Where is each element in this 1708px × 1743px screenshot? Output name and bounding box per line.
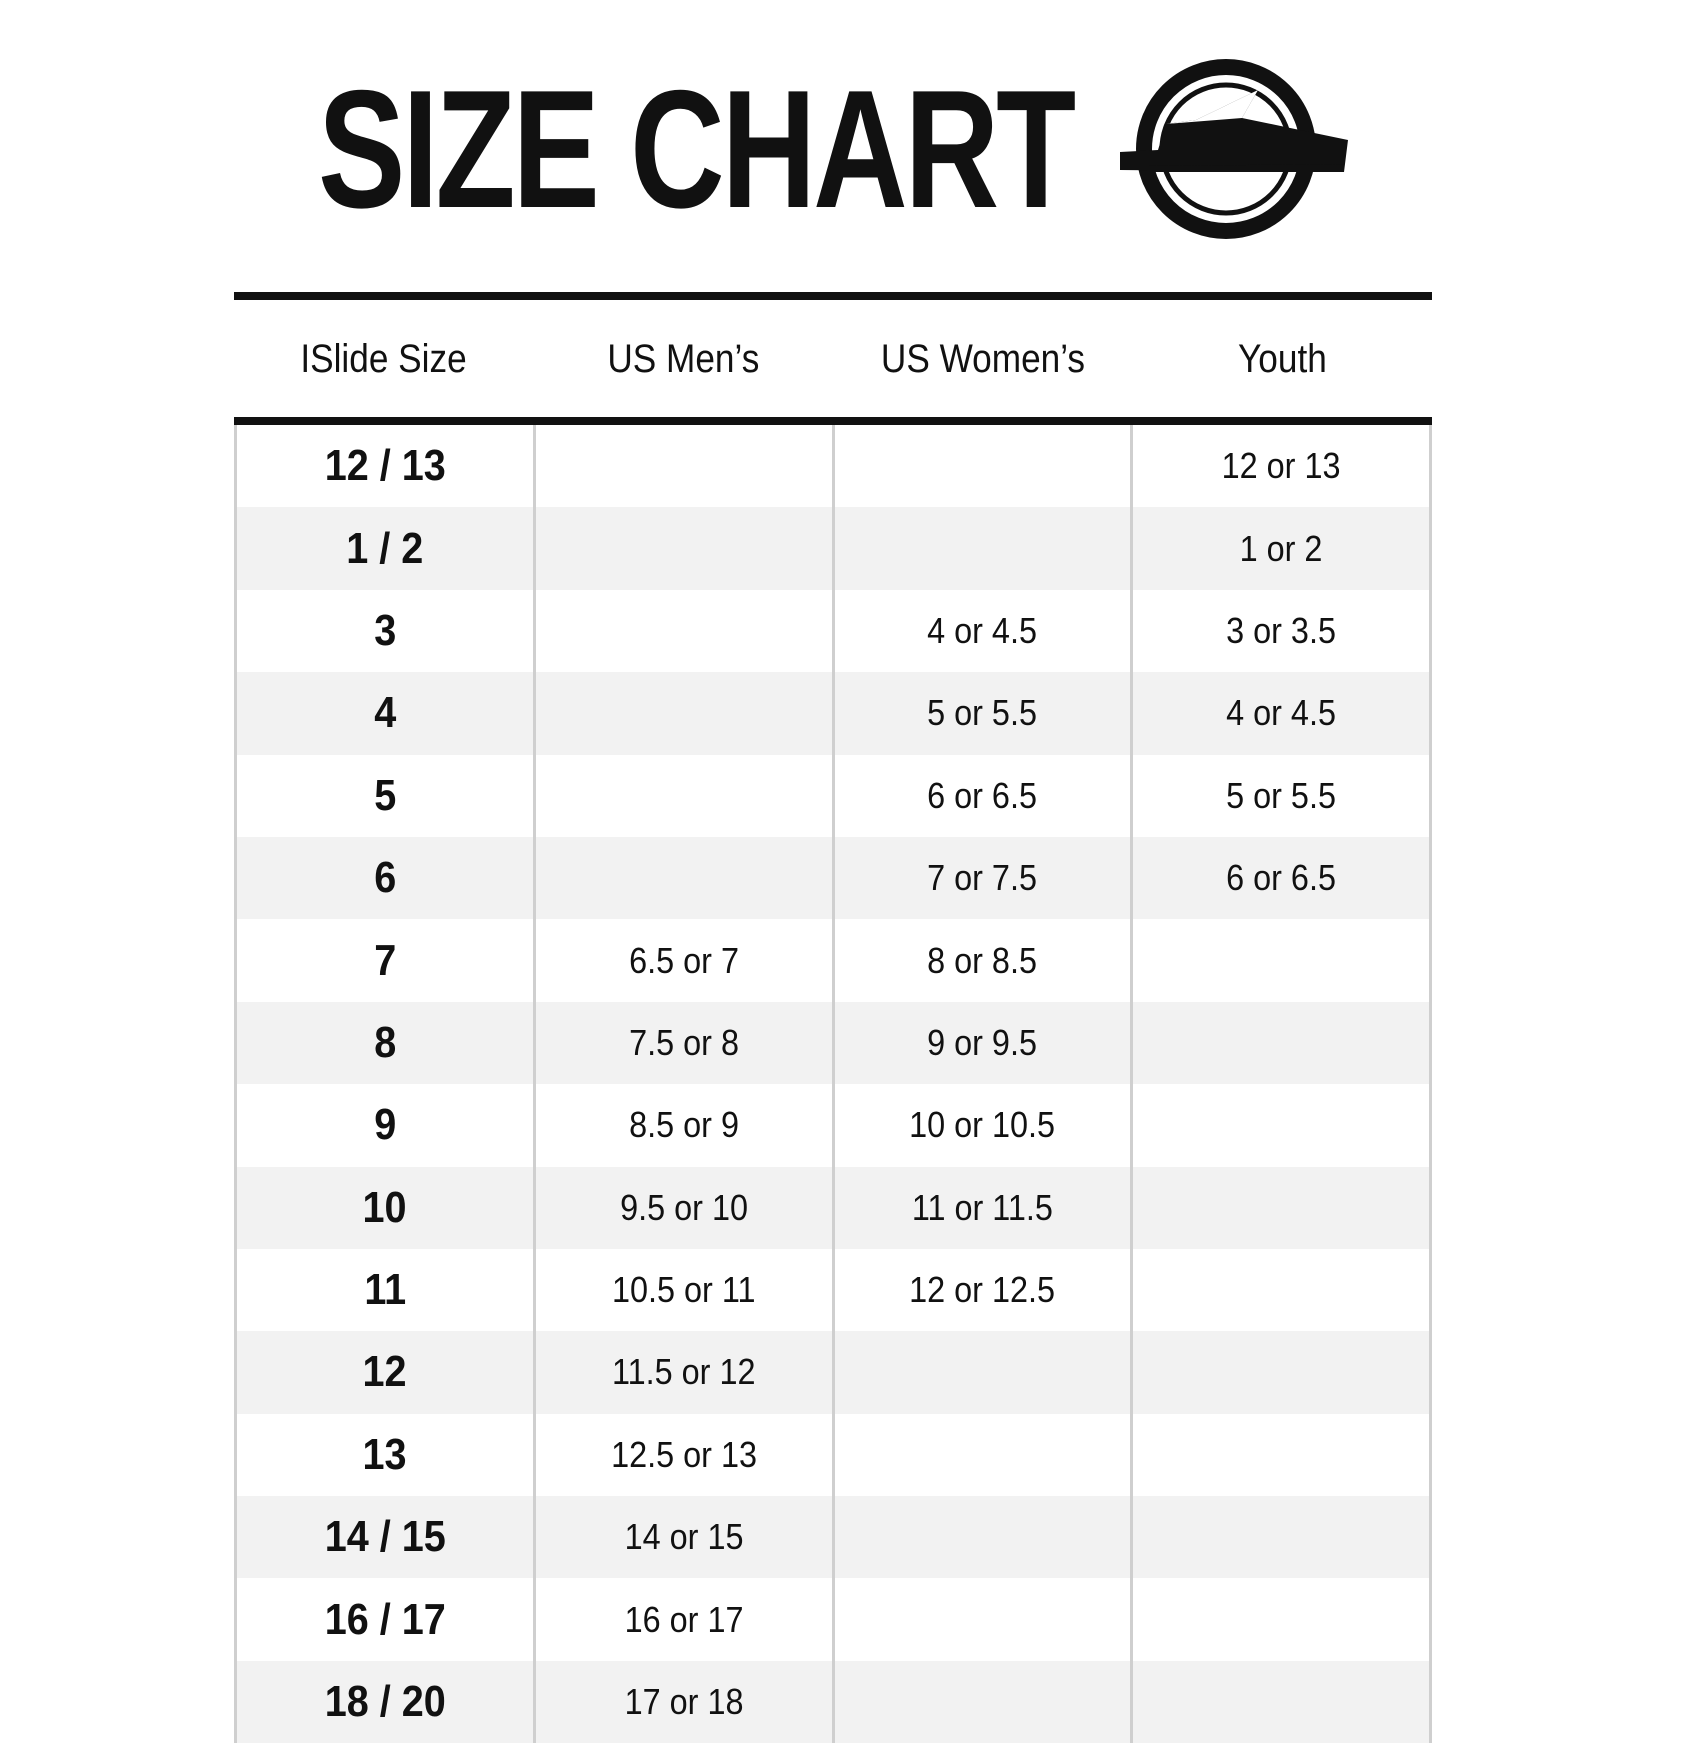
cell-islide-size-text: 11 [363, 1265, 406, 1315]
column-header-youth: Youth [1237, 336, 1327, 381]
cell-us-womens-text: 9 or 9.5 [927, 1021, 1038, 1063]
cell-youth [1133, 507, 1432, 589]
cell-islide-size-text: 18 / 20 [324, 1677, 446, 1727]
cell-us-womens-text: 6 or 6.5 [927, 774, 1038, 816]
cell-islide-size [234, 1578, 536, 1660]
cell-islide-size-text: 3 [373, 605, 396, 655]
cell-islide-size [234, 919, 536, 1001]
table-row [234, 1167, 1432, 1249]
cell-us-mens [536, 1249, 835, 1331]
cell-islide-size [234, 1661, 536, 1743]
cell-youth [1133, 425, 1432, 507]
top-rule [234, 292, 1432, 300]
cell-youth-text: 1 or 2 [1239, 527, 1323, 569]
cell-us-mens [536, 1414, 835, 1496]
page-title: SIZE CHART [318, 55, 1074, 243]
cell-us-mens [536, 1661, 835, 1743]
column-header-us-mens: US Men’s [607, 336, 760, 381]
cell-islide-size [234, 755, 536, 837]
cell-us-womens [835, 672, 1134, 754]
cell-us-mens [536, 507, 835, 589]
cell-us-mens [536, 1002, 835, 1084]
column-header-islide-size: ISlide Size [300, 336, 467, 381]
cell-islide-size-text: 6 [373, 853, 396, 903]
cell-islide-size-text: 5 [373, 770, 396, 820]
cell-youth-text: 6 or 6.5 [1226, 857, 1337, 899]
cell-us-mens-text: 14 or 15 [624, 1516, 744, 1558]
cell-us-womens [835, 1414, 1134, 1496]
cell-islide-size [234, 837, 536, 919]
table-row [234, 590, 1432, 672]
cell-us-mens-text: 11.5 or 12 [611, 1351, 756, 1393]
cell-us-womens [835, 1496, 1134, 1578]
cell-us-mens [536, 837, 835, 919]
cell-islide-size [234, 672, 536, 754]
cell-us-womens [835, 507, 1134, 589]
cell-us-womens-text: 5 or 5.5 [927, 692, 1038, 734]
cell-us-womens-text: 4 or 4.5 [927, 609, 1038, 651]
table-row [234, 755, 1432, 837]
cell-islide-size [234, 1084, 536, 1166]
cell-islide-size [234, 1496, 536, 1578]
header-rule [234, 417, 1432, 425]
cell-islide-size-text: 7 [373, 935, 396, 985]
cell-islide-size [234, 1167, 536, 1249]
cell-us-womens [835, 919, 1134, 1001]
cell-youth-text: 3 or 3.5 [1226, 609, 1337, 651]
table-row [234, 1661, 1432, 1743]
table-row [234, 1414, 1432, 1496]
cell-us-womens-text: 10 or 10.5 [909, 1104, 1056, 1146]
cell-islide-size-text: 10 [362, 1182, 407, 1232]
cell-us-mens [536, 755, 835, 837]
table-header [234, 300, 1432, 418]
cell-us-mens-text: 16 or 17 [624, 1598, 744, 1640]
cell-islide-size-text: 13 [362, 1429, 407, 1479]
table-row [234, 1578, 1432, 1660]
table-row [234, 1002, 1432, 1084]
cell-us-womens-text: 11 or 11.5 [911, 1186, 1053, 1228]
cell-us-mens-text: 10.5 or 11 [611, 1269, 756, 1311]
cell-youth [1133, 1661, 1432, 1743]
cell-us-womens-text: 12 or 12.5 [909, 1269, 1056, 1311]
page-header [0, 0, 1708, 280]
table-row [234, 1084, 1432, 1166]
islide-logo-icon [1108, 54, 1358, 244]
cell-youth [1133, 1578, 1432, 1660]
cell-us-womens-text: 7 or 7.5 [927, 857, 1038, 899]
cell-us-womens [835, 590, 1134, 672]
cell-us-womens [835, 1002, 1134, 1084]
cell-us-mens-text: 9.5 or 10 [619, 1186, 748, 1228]
table-row [234, 1496, 1432, 1578]
cell-youth [1133, 919, 1432, 1001]
cell-islide-size-text: 1 / 2 [346, 523, 424, 573]
cell-us-mens [536, 1578, 835, 1660]
cell-youth-text: 4 or 4.5 [1226, 692, 1337, 734]
cell-us-mens-text: 17 or 18 [624, 1681, 744, 1723]
cell-us-womens-text: 8 or 8.5 [927, 939, 1038, 981]
table-row [234, 919, 1432, 1001]
cell-youth [1133, 755, 1432, 837]
cell-islide-size-text: 16 / 17 [324, 1594, 446, 1644]
cell-youth [1133, 672, 1432, 754]
cell-us-mens-text: 8.5 or 9 [628, 1104, 739, 1146]
cell-us-mens [536, 1167, 835, 1249]
cell-us-mens-text: 12.5 or 13 [610, 1433, 757, 1475]
cell-us-mens-text: 6.5 or 7 [628, 939, 739, 981]
cell-us-mens [536, 1496, 835, 1578]
cell-islide-size [234, 1002, 536, 1084]
cell-islide-size [234, 1249, 536, 1331]
cell-islide-size [234, 507, 536, 589]
cell-islide-size-text: 8 [373, 1017, 396, 1067]
cell-islide-size-text: 9 [373, 1100, 396, 1150]
cell-us-womens [835, 1249, 1134, 1331]
cell-youth [1133, 1414, 1432, 1496]
cell-us-mens [536, 1331, 835, 1413]
cell-islide-size-text: 12 / 13 [324, 441, 446, 491]
cell-us-womens [835, 1084, 1134, 1166]
table-row [234, 1249, 1432, 1331]
cell-youth [1133, 1331, 1432, 1413]
cell-us-womens [835, 1661, 1134, 1743]
table-row [234, 425, 1432, 507]
cell-us-mens [536, 1084, 835, 1166]
cell-youth [1133, 590, 1432, 672]
column-header-us-womens: US Women’s [880, 336, 1085, 381]
cell-us-mens [536, 425, 835, 507]
cell-youth-text: 12 or 13 [1221, 445, 1341, 487]
cell-islide-size [234, 1331, 536, 1413]
cell-us-womens [835, 755, 1134, 837]
cell-islide-size [234, 1414, 536, 1496]
table-row [234, 837, 1432, 919]
cell-youth-text: 5 or 5.5 [1226, 774, 1337, 816]
cell-youth [1133, 1496, 1432, 1578]
cell-us-womens [835, 837, 1134, 919]
cell-us-womens [835, 1331, 1134, 1413]
size-table [234, 425, 1432, 1743]
cell-us-womens [835, 425, 1134, 507]
cell-youth [1133, 1084, 1432, 1166]
cell-us-womens [835, 1167, 1134, 1249]
table-row [234, 672, 1432, 754]
cell-islide-size [234, 425, 536, 507]
cell-us-mens [536, 590, 835, 672]
cell-islide-size-text: 12 [362, 1347, 407, 1397]
cell-islide-size [234, 590, 536, 672]
cell-youth [1133, 1002, 1432, 1084]
cell-youth [1133, 837, 1432, 919]
cell-youth [1133, 1249, 1432, 1331]
cell-us-mens-text: 7.5 or 8 [628, 1021, 739, 1063]
cell-youth [1133, 1167, 1432, 1249]
cell-islide-size-text: 4 [373, 688, 396, 738]
table-row [234, 507, 1432, 589]
table-row [234, 1331, 1432, 1413]
cell-us-womens [835, 1578, 1134, 1660]
cell-islide-size-text: 14 / 15 [324, 1512, 446, 1562]
cell-us-mens [536, 919, 835, 1001]
cell-us-mens [536, 672, 835, 754]
